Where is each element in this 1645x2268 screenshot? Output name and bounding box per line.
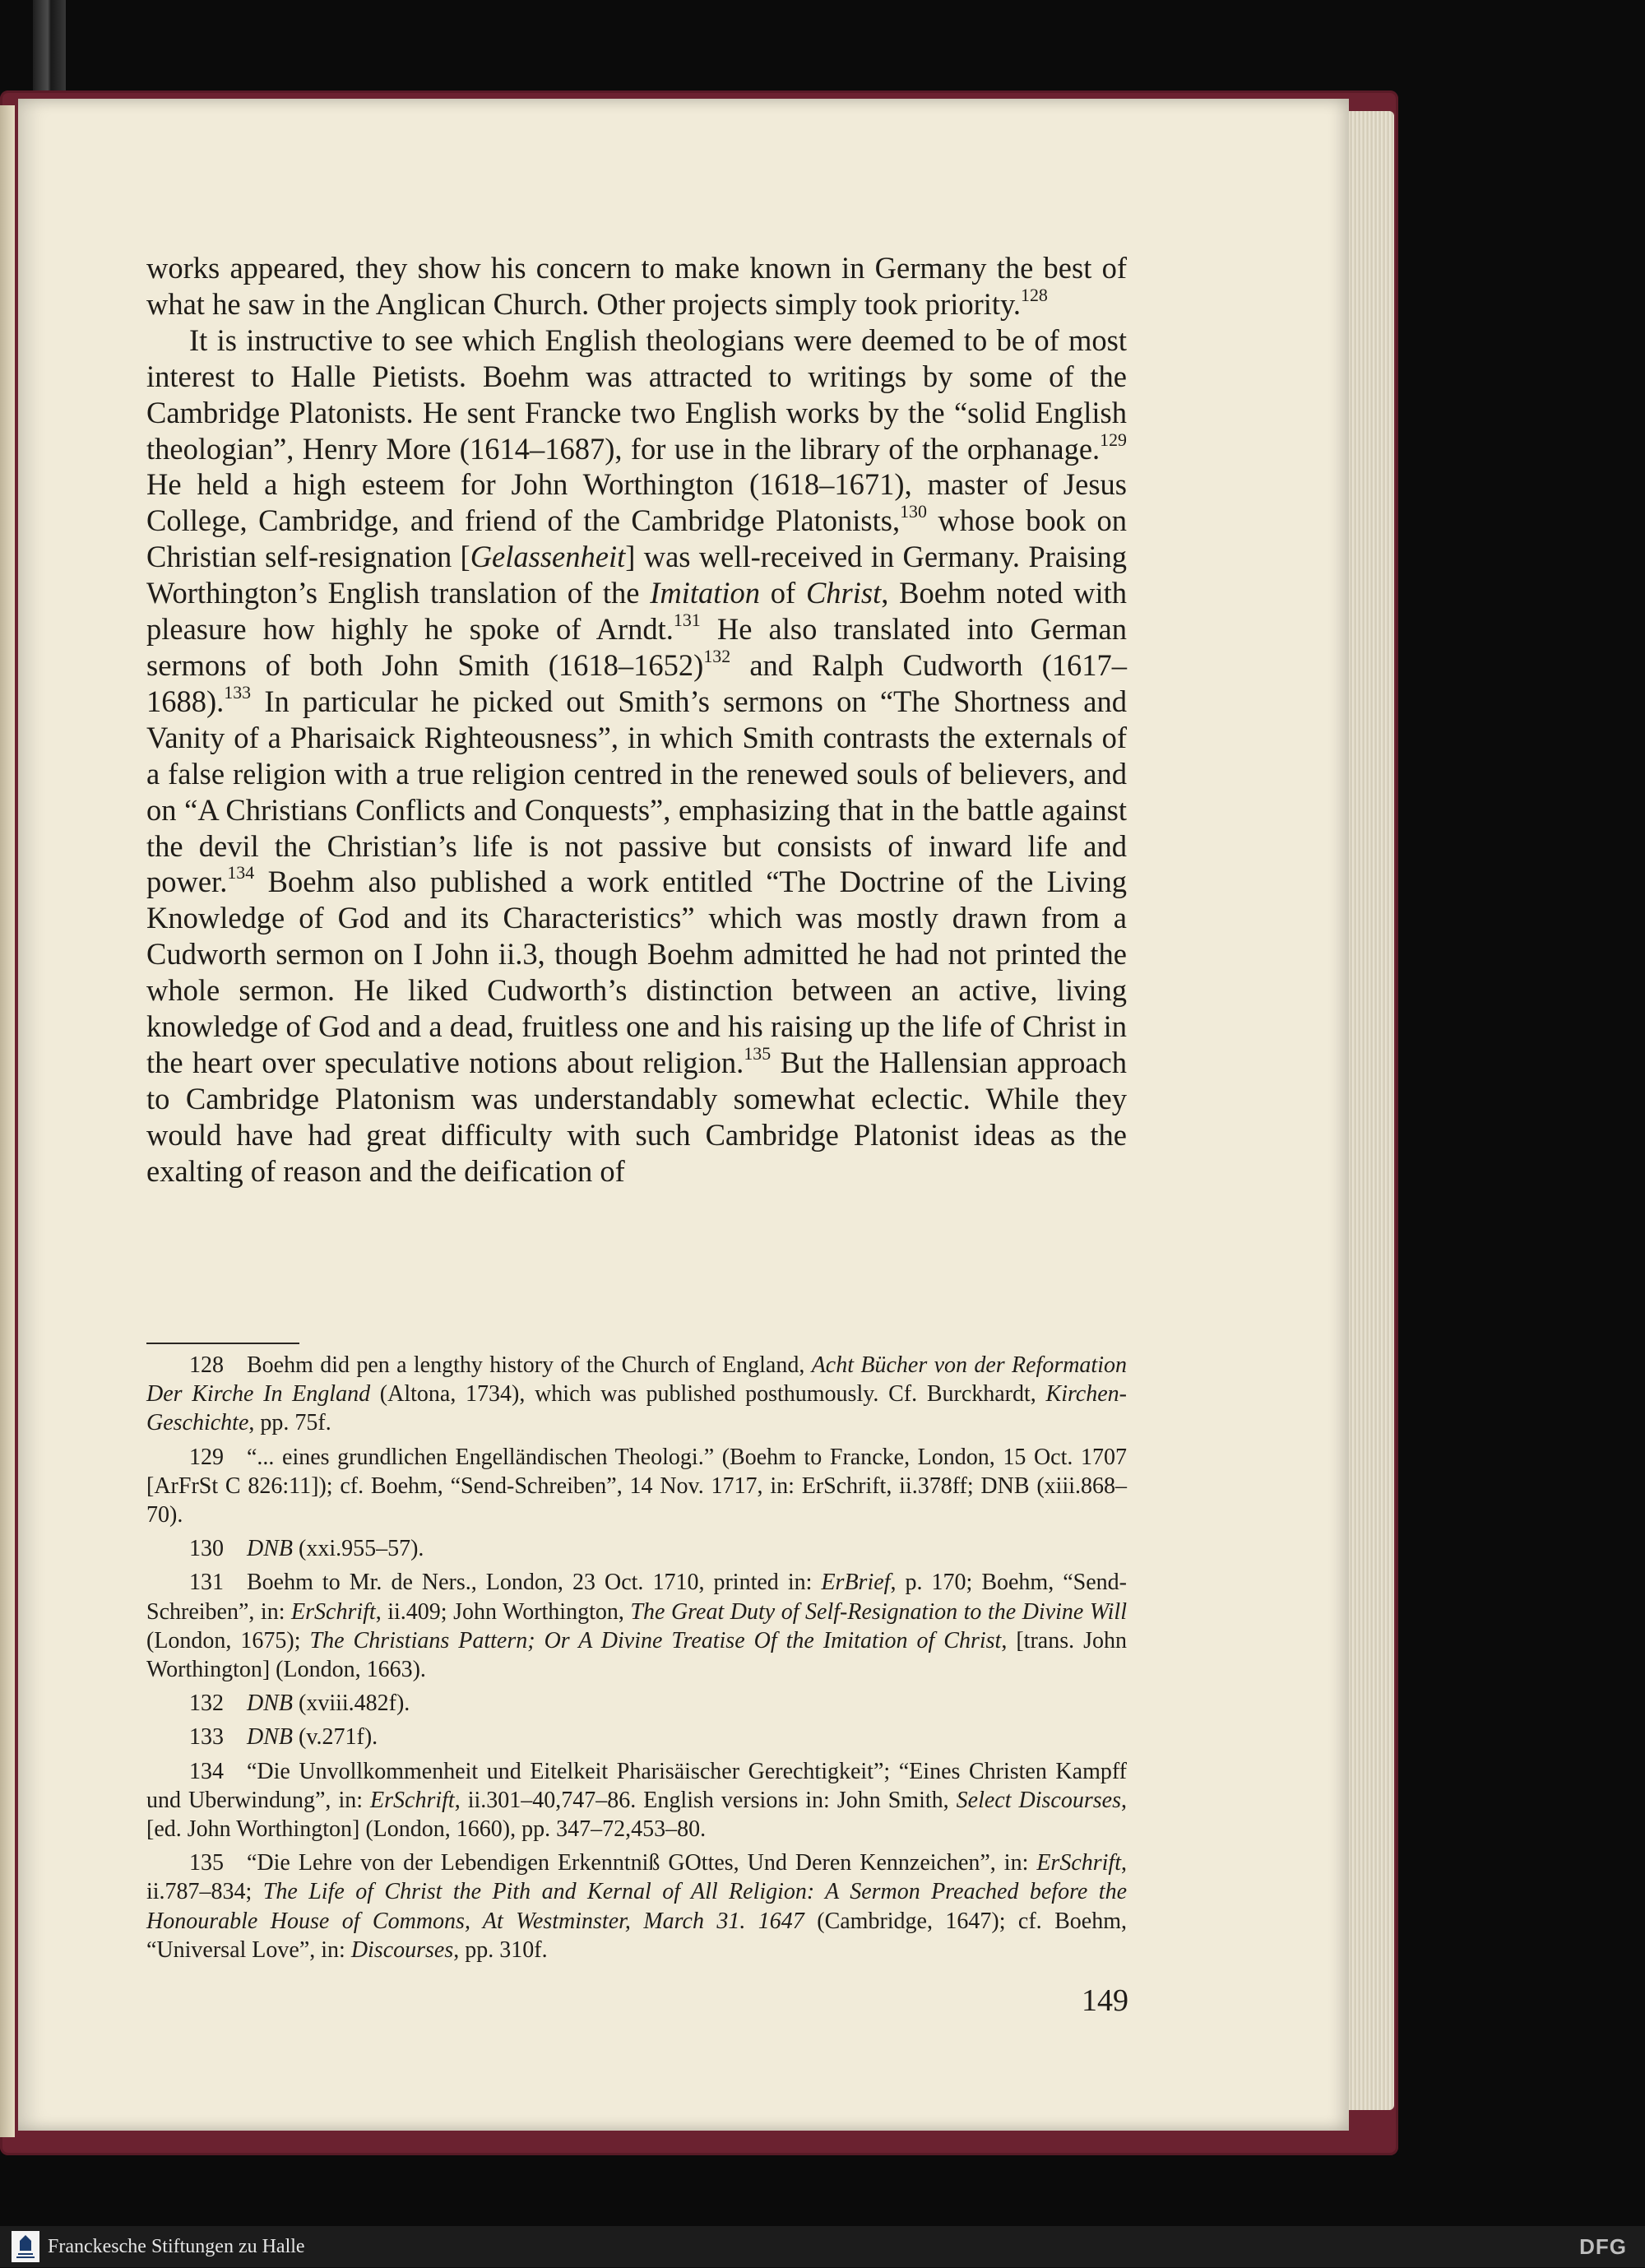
footnote-divider bbox=[146, 1343, 299, 1344]
institution-label[interactable]: Franckesche Stiftungen zu Halle bbox=[48, 2236, 305, 2257]
footnote-131 bbox=[146, 1568, 1127, 1684]
footnote-130 bbox=[146, 1534, 1127, 1563]
footnote-text: DNB (xviii.482f). bbox=[247, 1691, 410, 1717]
footnote-number: 131 bbox=[189, 1570, 224, 1596]
left-page-edge bbox=[0, 105, 15, 2137]
footnote-128 bbox=[146, 1351, 1127, 1438]
footnote-132 bbox=[146, 1689, 1127, 1718]
footnote-133 bbox=[146, 1723, 1127, 1751]
footnote-134 bbox=[146, 1757, 1127, 1844]
footnote-text: DNB (xxi.955–57). bbox=[247, 1536, 424, 1562]
footnote-text: Boehm did pen a lengthy history of the Church of England, Acht Bücher von der Reformation Der Kirche In England (Altona, 1734), which was published posthumously. Cf. Burckhardt, Kirchen-Geschichte, pp. 75f. bbox=[146, 1352, 1128, 1436]
footnotes bbox=[146, 1351, 1127, 1969]
footnote-number: 134 bbox=[189, 1758, 224, 1784]
footnote-number: 132 bbox=[189, 1691, 224, 1717]
footnote-number: 133 bbox=[189, 1724, 224, 1751]
francke-foundations-logo-icon[interactable] bbox=[12, 2231, 39, 2262]
footnote-129 bbox=[146, 1443, 1127, 1530]
footnote-text: “Die Unvollkommenheit und Eitelkeit Pharisäischer Gerechtigkeit”; “Eines Christen Kampff und Uberwindung”, in: ErSchrift, ii.301–40,747–86. English versions in: John Smith, Select Discourses, [ed. John Worthington] (London, 1660), pp. 347–72,453–80. bbox=[146, 1758, 1127, 1843]
viewer-footer bbox=[0, 2226, 1645, 2267]
book-page bbox=[18, 99, 1349, 2131]
footnote-number: 128 bbox=[189, 1352, 224, 1378]
page-number: 149 bbox=[1082, 1983, 1128, 2018]
footnote-text: “Die Lehre von der Lebendigen Erkenntniß GOttes, Und Deren Kennzeichen”, in: ErSchrift, ii.787–834; The Life of Christ the Pith and Kernal of All Religion: A Sermon Preached before the Honourable House of Commons, At Westminster, March 31. 1647 (Cambridge, 1647); cf. Boehm, “Universal Love”, in: Discourses, pp. 310f. bbox=[146, 1850, 1127, 1963]
footnote-number: 130 bbox=[189, 1536, 224, 1562]
body-paragraph: It is instructive to see which English theologians were deemed to be of most interest to Halle Pietists. Boehm was attracted to writings by some of the Cambridge Platonists. He sent Francke two English works by the “solid English theologian”, Henry More (1614–1687), for use in the library of the orphanage.$^{129}$ He held a high esteem for John Worthington (1618–1671), master of Jesus College, Cambridge, and friend of the Cambridge Platonists,$^{130}$ whose book on Christian self-resignation [Gelassenheit] was well-received in Germany. Praising Worthington’s English translation of the Imitation of Christ, Boehm noted with pleasure how highly he spoke of Arndt.$^{131}$ He also translated into German sermons of both John Smith (1618–1652)$^{132}$ and Ralph Cudworth (1617–1688).$^{133}$ In particular he picked out Smith’s sermons on “The Shortness and Vanity of a Pharisaick Righteousness”, in which Smith contrasts the externals of a false religion with a true religion centred in the renewed souls of believers, and on “A Christians Conflicts and Conquests”, emphasizing that in the battle against the devil the Christian’s life is not passive but consists of inward life and power.$^{134}$ Boehm also published a work entitled “The Doctrine of the Living Knowledge of God and its Characteristics” which was mostly drawn from a Cudworth sermon on I John ii.3, though Boehm admitted he had not printed the whole sermon. He liked Cudworth’s distinction between an active, living knowledge of God and a dead, fruitless one and his raising up the life of Christ in the heart over speculative notions about religion.$^{135}$ But the Hallensian approach to Cambridge Platonism was understandably somewhat eclectic. While they would have had great difficulty with such Cambridge Platonist ideas as the exalting of reason and the deification of bbox=[146, 322, 1128, 1188]
footnote-text: Boehm to Mr. de Ners., London, 23 Oct. 1710, printed in: ErBrief, p. 170; Boehm, “Send-Schreiben”, in: ErSchrift, ii.409; John Worthington, The Great Duty of Self-Resignation to the Divine Will (London, 1675); The Christians Pattern; Or A Divine Treatise Of the Imitation of Christ, [trans. John Worthington] (London, 1663). bbox=[146, 1570, 1128, 1683]
footnote-135 bbox=[146, 1848, 1127, 1964]
dfg-logo: DFG bbox=[1579, 2234, 1627, 2259]
footnote-text: DNB (v.271f). bbox=[247, 1724, 378, 1751]
footnote-text: “... eines grundlichen Engelländischen Theologi.” (Boehm to Francke, London, 15 Oct. 1707 [ArFrSt C 826:11]); cf. Boehm, “Send-Schreiben”, 14 Nov. 1717, in: ErSchrift, ii.378ff; DNB (xiii.868–70). bbox=[146, 1444, 1127, 1528]
footnote-number: 135 bbox=[189, 1850, 224, 1876]
francke-foundations-logo-icon-graphic bbox=[12, 2231, 39, 2262]
main-text bbox=[146, 250, 1127, 1190]
body-paragraph: works appeared, they show his concern to make known in Germany the best of what he saw in the Anglican Church. Other projects simply took priority.$^{128}$ bbox=[146, 251, 1127, 321]
footnote-number: 129 bbox=[189, 1444, 224, 1470]
